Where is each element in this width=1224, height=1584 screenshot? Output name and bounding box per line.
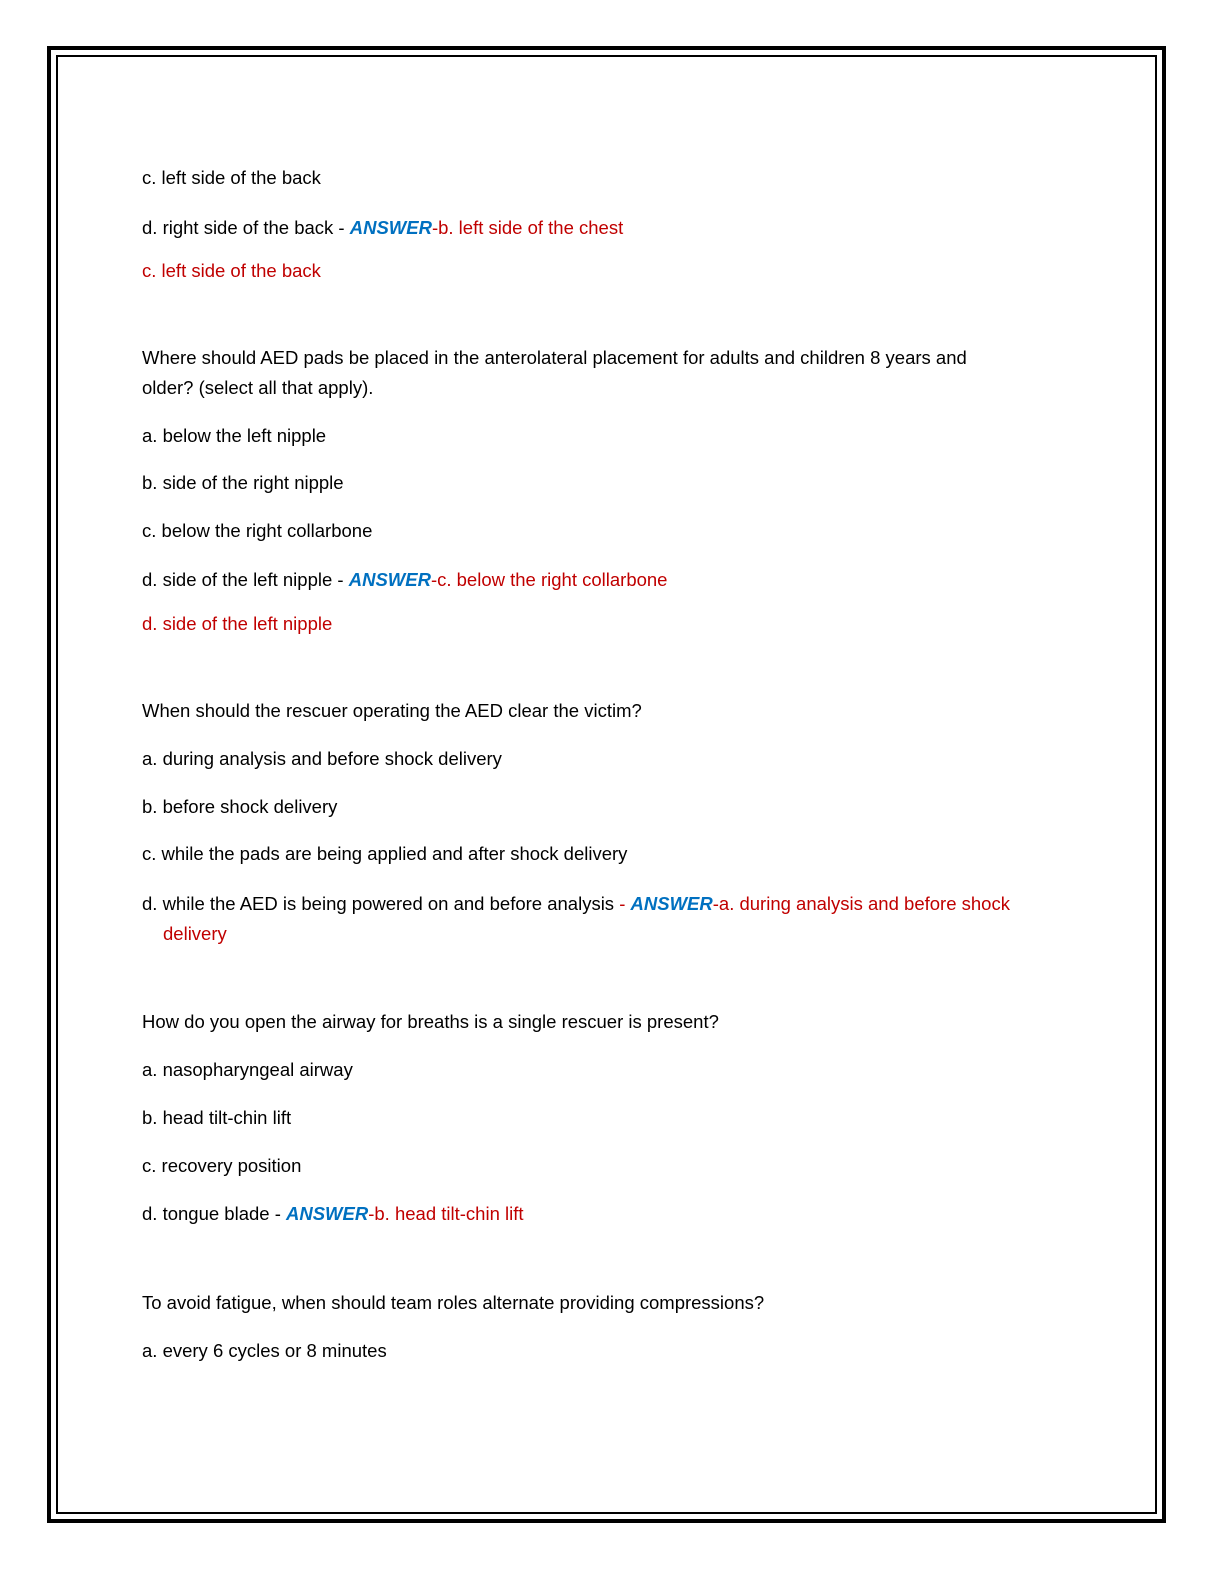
q4-answer-text: -b. head tilt-chin lift — [368, 1203, 524, 1224]
q1-answer-label: ANSWER — [349, 217, 432, 238]
q4-answer-label: ANSWER — [286, 1203, 369, 1224]
q3-answer-text: -a. during analysis and before shock — [712, 893, 1010, 914]
q2-option-d: d. side of the left nipple - — [142, 569, 349, 590]
q2-question-line1: Where should AED pads be placed in the anterolateral placement for adults and children 8 years and — [142, 347, 967, 368]
q4-question: How do you open the airway for breaths is a single rescuer is present? — [142, 1011, 719, 1032]
q4-option-b: b. head tilt-chin lift — [142, 1107, 292, 1128]
q2-answer-line2: d. side of the left nipple — [142, 613, 333, 634]
q3-option-d-line — [142, 889, 1010, 919]
q4-option-d: d. tongue blade - — [142, 1203, 286, 1224]
q2-option-c: c. below the right collarbone — [142, 520, 373, 541]
q4-option-a: a. nasopharyngeal airway — [142, 1059, 353, 1080]
q3-dash: - — [619, 893, 631, 914]
q2-answer-label: ANSWER — [348, 569, 431, 590]
q1-option-c: c. left side of the back — [142, 167, 321, 188]
q3-question: When should the rescuer operating the AED clear the victim? — [142, 700, 642, 721]
q1-answer-line2: c. left side of the back — [142, 260, 321, 281]
q5-question: To avoid fatigue, when should team roles alternate providing compressions? — [142, 1292, 765, 1313]
q2-question-line2: older? (select all that apply). — [142, 377, 374, 398]
q5-option-a: a. every 6 cycles or 8 minutes — [142, 1340, 387, 1361]
q3-option-a: a. during analysis and before shock delivery — [142, 748, 502, 769]
q3-option-c: c. while the pads are being applied and after shock delivery — [142, 843, 628, 864]
q4-option-d-line — [142, 1199, 524, 1229]
q3-answer-label: ANSWER — [630, 893, 713, 914]
q1-option-d: d. right side of the back - — [142, 217, 350, 238]
q1-answer-text: -b. left side of the chest — [431, 217, 624, 238]
q2-option-a: a. below the left nipple — [142, 425, 327, 446]
q4-option-c: c. recovery position — [142, 1155, 302, 1176]
q2-answer-text: -c. below the right collarbone — [430, 569, 668, 590]
q2-option-d-line — [142, 565, 667, 595]
q2-option-b: b. side of the right nipple — [142, 472, 344, 493]
q3-answer-line2: delivery — [163, 923, 227, 944]
q1-option-d-line — [142, 213, 623, 243]
q3-option-d: d. while the AED is being powered on and before analysis — [142, 893, 620, 914]
q3-option-b: b. before shock delivery — [142, 796, 338, 817]
